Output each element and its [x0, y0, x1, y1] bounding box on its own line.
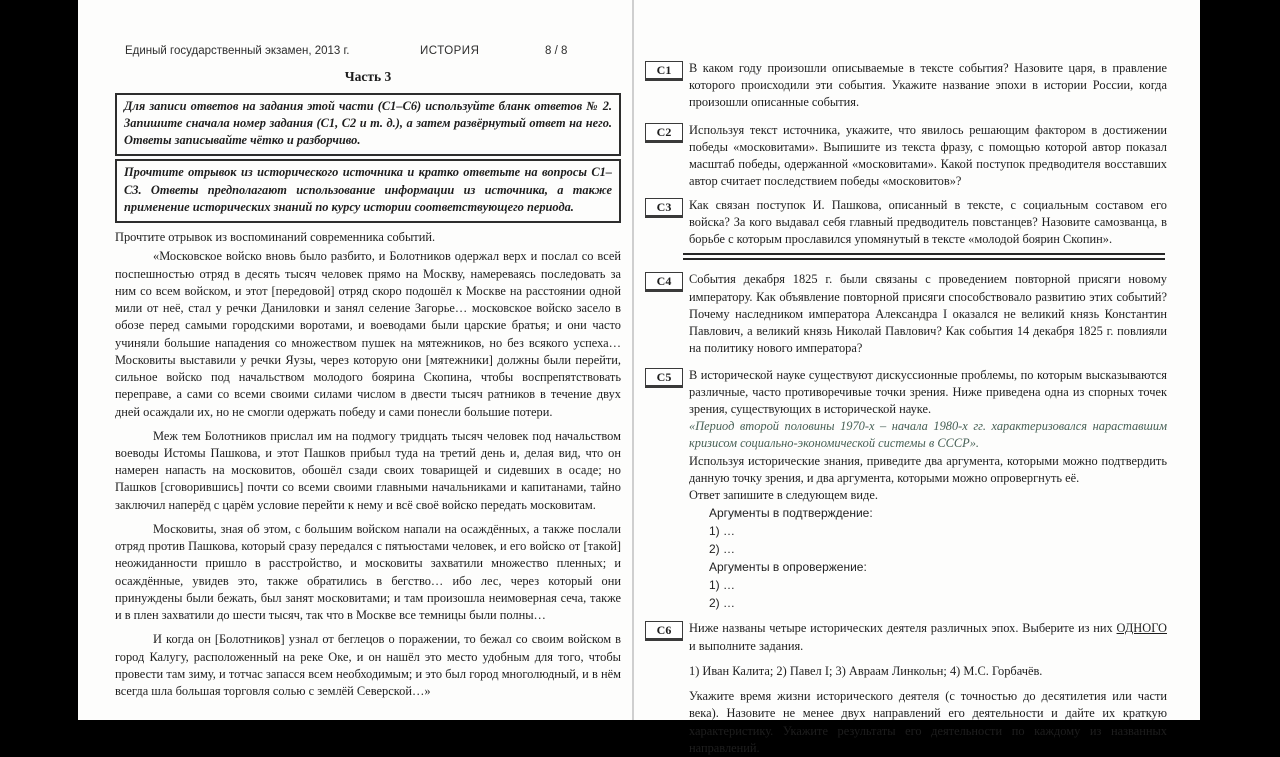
- underlined-word: ОДНОГО: [1116, 621, 1167, 636]
- task-c5-text: [689, 367, 1167, 613]
- task-c6: [645, 620, 1167, 757]
- source-paragraph: Московиты, зная об этом, с большим войском напали на осаждённых, а также послали отряд против Пашкова, который сразу передался с пятьюстами человек, и его войско от [такой] неожиданности пришло в расстройство, и московиты захватили множество пленных; и осаждённые, увидев это, также обратились в бегство… ибо лес, через который они принуждены были бежать, был занят московитами; и там произошла неимоверная сеча, также и в плен захватили до шести тысяч, так что в Москве все темницы были полны…: [115, 521, 621, 623]
- task-c6-intro: Ниже названы четыре исторических деятеля различных эпох. Выберите из них ОДНОГО и выполните задания.: [689, 621, 1167, 653]
- instruction-box-answers: Для записи ответов на задания этой части (C1–C6) используйте бланк ответов № 2. Запишите сначала номер задания (C1, C2 и т. д.), а затем развёрнутый ответ на него. Ответы записывайте чётко и разборчиво.: [115, 93, 621, 157]
- exam-title: Единый государственный экзамен, 2013 г.: [125, 45, 350, 57]
- task-c5-answer-template: [709, 504, 1167, 612]
- task-c5: [645, 367, 1167, 613]
- task-c1: [645, 60, 1167, 112]
- confirm-arguments-label: Аргументы в подтверждение:: [709, 506, 873, 521]
- confirm-argument-slot: 1) …: [709, 524, 736, 539]
- refute-argument-slot: 2) …: [709, 596, 736, 611]
- task-c5-body: В исторической науке существуют дискуссионные проблемы, по которым высказываются различные, часто противоречивые точки зрения. Ниже приведена одна из спорных точек зрения, существующих в исторической науке.: [689, 367, 1167, 416]
- section-separator: [683, 253, 1165, 260]
- task-c2: [645, 122, 1167, 191]
- task-c5-quote: «Период второй половины 1970-х – начала 1980-х гг. характеризовался нараставшим кризисом социально-экономической системы в СССР».: [689, 419, 1167, 451]
- source-paragraph: «Московское войско вновь было разбито, и Болотников одержал верх и послал со всей поспешностью отряд в десять тысяч человек прямо на Москву, намереваясь последовать за ним со всем войском, и этот [передовой] отряд скоро подошёл к Москве на расстоянии одной мили от неё, стал у речки Даниловки и занял селение Загорье… московское войско засело в обозе перед самыми городскими воротами, и воеводами были царские братья; и они часто учиняли большие нападения со множеством пушек на мятежников, но без всякого успеха… Московиты выставили у речки Яузы, через которую они [мятежники] должны были перейти, сильное войско под начальством молодого боярина Скопина, чтобы воспрепятствовать переправе, а сами со всеми своими силами числом в двести тысяч ратников в течение двух дней осаждали их, но не смогли одержать победу и сами понесли большие потери.: [115, 249, 621, 419]
- task-c6-instructions: Укажите время жизни исторического деятеля (с точностью до десятилетия или части века). Назовите не менее двух направлений его деятельности и дайте их краткую характеристику. Укажите результаты его деятельности по каждому из названных направлений.: [689, 689, 1167, 755]
- task-c1-text: В каком году произошли описываемые в тексте события? Назовите царя, в правление которого происходили эти события. Укажите название эпохи в истории России, когда произошли описанные события.: [689, 61, 1167, 110]
- task-c6-label: C6: [645, 621, 683, 641]
- task-c4-text: События декабря 1825 г. были связаны с проведением повторной присяги новому императору. Как объявление повторной присяги способствовало развитию этих событий? Почему наследником императора Александра I оказался не великий князь Константин Павлович, а великий князь Николай Павлович? Как события 14 декабря 1825 г. повлияли на политику нового императора?: [689, 272, 1167, 356]
- task-c3: [645, 197, 1167, 249]
- source-paragraph: И когда он [Болотников] узнал от беглецов о поражении, то бежал со своим войском в город Калугу, расположенный на реке Оке, и он нашёл это место удобным для того, чтобы провести там зиму, и тотчас запасся всем необходимым; и это был город многолюдный, и в нём всегда шла большая торговля солью с землёй Северской…»: [115, 632, 621, 699]
- source-paragraph: Меж тем Болотников прислал им на подмогу тридцать тысяч человек под начальством воеводы Истомы Пашкова, и этот Пашков прибыл туда на третий день и, делая вид, что он намерен напасть на московитов, обошёл сзади своих товарищей и сидевших в осаде; но Пашков [сговорившись] почти со всеми своими главными начальниками и капитанами, тайно заключил наперёд с царём условие перейти к нему и всё своё войско передать московитам.: [115, 428, 621, 512]
- task-c5-after-quote: Используя исторические знания, приведите два аргумента, которыми можно подтвердить данную точку зрения, и два аргумента, которыми можно опровергнуть её.: [689, 453, 1167, 485]
- task-c4-label: C4: [645, 272, 683, 292]
- task-c2-text: Используя текст источника, укажите, что явилось решающим фактором в достижении победы «московитами». Выпишите из текста фразу, с помощью которой автор показал масштаб победы, одержанной «московитами». Какой поступок предводителя восставших автор считает последствием победы «московитов»?: [689, 122, 1167, 189]
- refute-argument-slot: 1) …: [709, 578, 736, 593]
- source-intro: Прочтите отрывок из воспоминаний современника событий.: [115, 230, 436, 245]
- task-c3-text: Как связан поступок И. Пашкова, описанный в тексте, с социальным составом его войска? За кого выдавал себя главный предводитель повстанцев? Назовите самозванца, в борьбе с которым прославился упомянутый в тексте «молодой боярин Скопин».: [689, 197, 1167, 247]
- task-c5-label: C5: [645, 368, 683, 388]
- task-c1-label: C1: [645, 61, 683, 81]
- task-c2-label: C2: [645, 123, 683, 143]
- confirm-argument-slot: 2) …: [709, 542, 736, 557]
- instruction-box-source: Прочтите отрывок из исторического источника и кратко ответьте на вопросы C1–C3. Ответы предполагают использование информации из источника, а также применение исторических знаний по курсу истории соответствующего периода.: [115, 159, 621, 223]
- exam-page-scan: [78, 0, 1200, 755]
- right-page-column: [645, 60, 1167, 757]
- part-title: Часть 3: [344, 69, 392, 84]
- task-c6-text: [689, 620, 1167, 757]
- page-header: [115, 42, 621, 66]
- page-edge-divider: [632, 0, 634, 720]
- task-c6-figures-list: 1) Иван Калита; 2) Павел I; 3) Авраам Линкольн; 4) М.С. Горбачёв.: [689, 663, 1043, 678]
- subject-title: ИСТОРИЯ: [420, 45, 480, 57]
- left-page-column: [115, 42, 621, 707]
- task-c5-answer-format: Ответ запишите в следующем виде.: [689, 488, 878, 503]
- page-number: 8 / 8: [545, 45, 568, 57]
- refute-arguments-label: Аргументы в опровержение:: [709, 560, 867, 575]
- task-c4: [645, 271, 1167, 357]
- task-c3-label: C3: [645, 198, 683, 218]
